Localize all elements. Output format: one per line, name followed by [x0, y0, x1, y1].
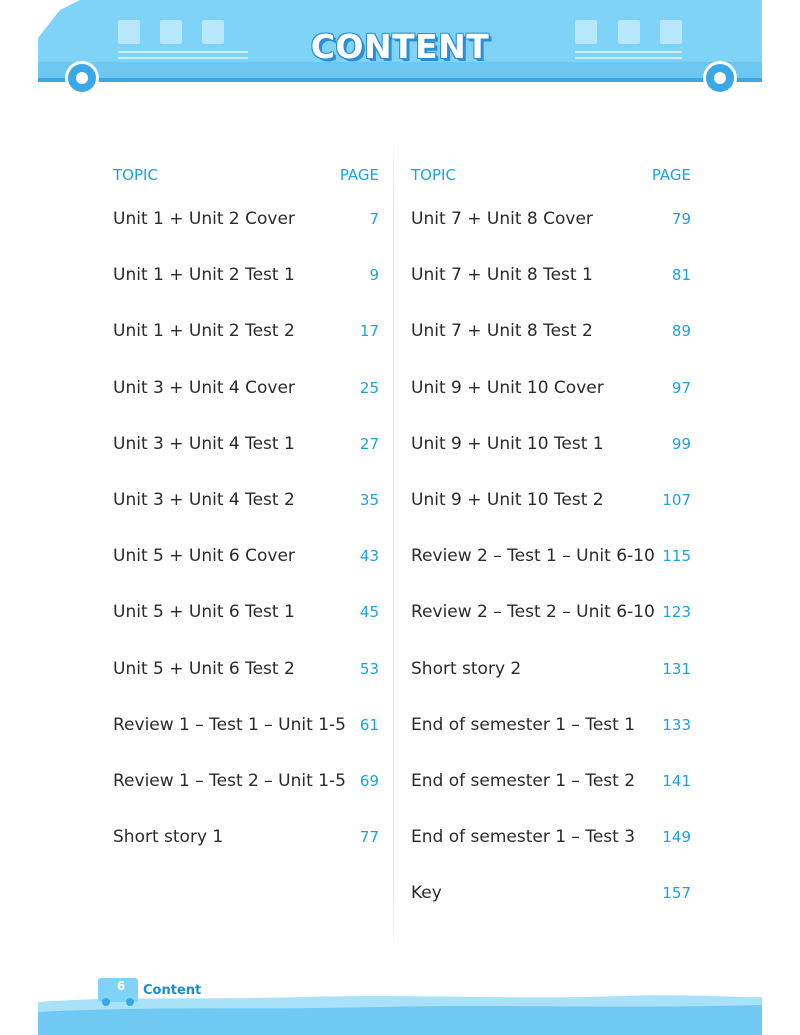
toc-entry [411, 809, 691, 865]
toc-page-number: 27 [359, 434, 379, 453]
toc-page-number: 7 [369, 210, 379, 229]
toc-page-number: 157 [662, 884, 691, 903]
toc-topic: Short story 1 [113, 827, 224, 848]
toc-page-number: 25 [359, 378, 379, 397]
toc-page-number: 35 [359, 491, 379, 510]
toc-entry [411, 697, 691, 753]
toc-page-number: 79 [671, 210, 691, 229]
toc-list [113, 191, 379, 865]
toc-page-number: 81 [671, 266, 691, 285]
toc-topic: Review 2 – Test 1 – Unit 6-10 [411, 546, 655, 567]
toc-topic: Unit 3 + Unit 4 Cover [113, 377, 295, 398]
toc-entry [411, 360, 691, 416]
toc-entry [411, 641, 691, 697]
toc-topic: Unit 1 + Unit 2 Cover [113, 209, 295, 230]
toc-entry [411, 753, 691, 809]
toc-page-number: 97 [671, 378, 691, 397]
toc-page-number: 89 [671, 322, 691, 341]
toc-topic: Short story 2 [411, 658, 522, 679]
toc-topic: Unit 3 + Unit 4 Test 2 [113, 490, 295, 511]
page-number: 6 [116, 979, 126, 993]
toc-topic: Unit 1 + Unit 2 Test 2 [113, 321, 295, 342]
toc-entry [411, 416, 691, 472]
column-divider [393, 130, 394, 960]
toc-page-number: 61 [359, 715, 379, 734]
toc-page-number: 77 [359, 828, 379, 847]
topic-header: TOPIC [113, 166, 158, 184]
footer-section-label: Content [143, 983, 202, 998]
toc-page-number: 149 [662, 828, 691, 847]
toc-entry [113, 584, 379, 640]
toc-entry [113, 360, 379, 416]
toc-topic: Unit 1 + Unit 2 Test 1 [113, 265, 295, 286]
toc-entry [411, 865, 691, 921]
toc-page-number: 133 [662, 715, 691, 734]
column-header [113, 160, 379, 190]
toc-topic: End of semester 1 – Test 1 [411, 714, 636, 735]
toc-entry [113, 472, 379, 528]
toc-topic: Unit 5 + Unit 6 Test 1 [113, 602, 295, 623]
toc-page-number: 123 [662, 603, 691, 622]
page-header: PAGE [651, 166, 691, 184]
toc-topic: Unit 9 + Unit 10 Cover [411, 377, 604, 398]
toc-page-number: 53 [359, 659, 379, 678]
toc-topic: Unit 9 + Unit 10 Test 2 [411, 490, 604, 511]
toc-topic: Unit 3 + Unit 4 Test 1 [113, 433, 295, 454]
toc-entry [113, 809, 379, 865]
toc-topic: Review 1 – Test 1 – Unit 1-5 [113, 714, 346, 735]
toc-entry [113, 247, 379, 303]
toc-entry [113, 753, 379, 809]
toc-topic: End of semester 1 – Test 3 [411, 827, 636, 848]
toc-topic: End of semester 1 – Test 2 [411, 770, 636, 791]
toc-entry [113, 191, 379, 247]
topic-header: TOPIC [411, 166, 456, 184]
toc-topic: Unit 9 + Unit 10 Test 1 [411, 433, 604, 454]
toc-topic: Unit 7 + Unit 8 Test 1 [411, 265, 593, 286]
bus-header-banner [0, 0, 800, 100]
toc-topic: Review 2 – Test 2 – Unit 6-10 [411, 602, 655, 623]
toc-entry [113, 416, 379, 472]
toc-entry [113, 641, 379, 697]
toc-right-column [411, 160, 691, 921]
toc-topic: Unit 5 + Unit 6 Test 2 [113, 658, 295, 679]
toc-page-number: 107 [662, 491, 691, 510]
toc-page-number: 99 [671, 434, 691, 453]
toc-page-number: 131 [662, 659, 691, 678]
toc-page-number: 9 [369, 266, 379, 285]
toc-entry [411, 303, 691, 359]
toc-page-number: 43 [359, 547, 379, 566]
page-header: PAGE [339, 166, 379, 184]
toc-topic: Key [411, 883, 442, 904]
page-title: CONTENT [310, 27, 490, 66]
column-header [411, 160, 691, 190]
toc-entry [113, 303, 379, 359]
toc-page-number: 69 [359, 771, 379, 790]
toc-entry [113, 697, 379, 753]
toc-entry [113, 528, 379, 584]
toc-topic: Unit 7 + Unit 8 Test 2 [411, 321, 593, 342]
toc-topic: Unit 7 + Unit 8 Cover [411, 209, 593, 230]
toc-page-number: 17 [359, 322, 379, 341]
toc-page-number: 45 [359, 603, 379, 622]
toc-list [411, 191, 691, 921]
toc-topic: Unit 5 + Unit 6 Cover [113, 546, 295, 567]
toc-page-number: 141 [662, 771, 691, 790]
toc-entry [411, 528, 691, 584]
toc-entry [411, 191, 691, 247]
toc-entry [411, 584, 691, 640]
toc-left-column [113, 160, 379, 865]
toc-page-number: 115 [662, 547, 691, 566]
toc-topic: Review 1 – Test 2 – Unit 1-5 [113, 770, 346, 791]
toc-entry [411, 472, 691, 528]
toc-entry [411, 247, 691, 303]
